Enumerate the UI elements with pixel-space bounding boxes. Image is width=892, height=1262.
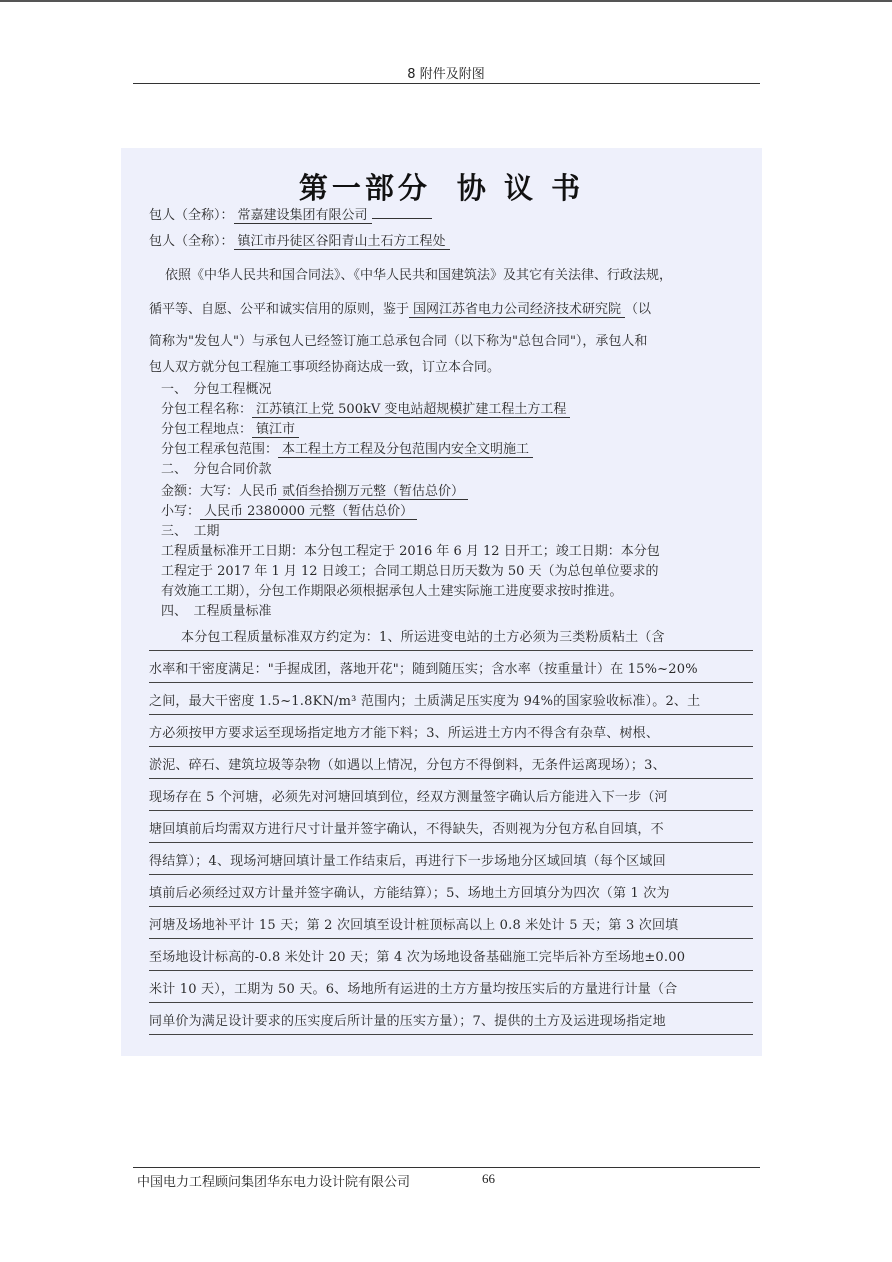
section-1-heading: 一、 分包工程概况: [161, 382, 272, 397]
quality-line-3: 之间，最大干密度 1.5~1.8KN/m³ 范围内；土质满足压实度为 94%的国家验收标准）。2、土: [149, 690, 753, 715]
schedule-line-1: 工程质量标准开工日期：本分包工程定于 2016 年 6 月 12 日开工；竣工日期：本分包: [161, 544, 660, 559]
project-name-line: 分包工程名称： 江苏镇江上党 500kV 变电站超规模扩建工程土方工程: [161, 400, 754, 420]
top-border: [0, 0, 892, 2]
subcontractor-line: [149, 232, 754, 252]
quality-line-4: 方必须按甲方要求运至现场指定地方才能下料；3、所运进土方内不得含有杂草、树根、: [149, 722, 753, 747]
quality-line-6: 现场存在 5 个河塘，必须先对河塘回填到位，经双方测量签字确认后方能进入下一步（河: [149, 786, 753, 811]
project-name: 江苏镇江上党 500kV 变电站超规模扩建工程土方工程: [252, 402, 570, 418]
section-4-heading: 四、 工程质量标准: [161, 604, 272, 619]
document-title: [121, 166, 762, 207]
contractor-line: [149, 206, 754, 226]
contractor-label: 包人（全称）：: [149, 208, 234, 223]
footer-rule: [133, 1167, 760, 1168]
schedule-line-3: 有效施工工期），分包工作期限必须根据承包人土建实际施工进度要求按时推进。: [161, 584, 623, 599]
quality-line-10: 河塘及场地补平计 15 天；第 2 次回填至设计桩顶标高以上 0.8 米处计 5 天；第 3 次回填: [149, 914, 753, 939]
section-3-heading: 三、 工期: [161, 524, 220, 539]
project-site-line: 分包工程地点： 镇江市: [161, 420, 754, 440]
project-scope-line: 分包工程承包范围： 本工程土方工程及分包范围内安全文明施工: [161, 440, 754, 460]
subcontractor-label: 包人（全称）：: [149, 234, 234, 249]
project-site: 镇江市: [252, 422, 299, 438]
scanned-agreement-page: [121, 148, 762, 1056]
intro-line-3: 简称为"发包人"）与承包人已经签订施工总承包合同（以下称为"总包合同"），承包人和: [149, 334, 648, 349]
amount-lower-line: 小写： 人民币 2380000 元整（暂估总价）: [161, 502, 754, 522]
project-scope: 本工程土方工程及分包范围内安全文明施工: [278, 442, 533, 458]
footer-company: 中国电力工程顾问集团华东电力设计院有限公司: [137, 1175, 411, 1190]
page-header-title: 8 附件及附图: [407, 67, 485, 82]
quality-line-5: 淤泥、碎石、建筑垃圾等杂物（如遇以上情况，分包方不得倒料，无条件运离现场）；3、: [149, 754, 753, 779]
header-rule: [133, 83, 760, 84]
quality-line-7: 塘回填前后均需双方进行尺寸计量并签字确认，不得缺失，否则视为分包方私自回填，不: [149, 818, 753, 843]
employer-name: 国网江苏省电力公司经济技术研究院: [409, 302, 625, 318]
intro-line-4: 包人双方就分包工程施工事项经协商达成一致，订立本合同。: [149, 360, 501, 375]
contractor-name: 常嘉建设集团有限公司: [234, 208, 372, 224]
section-2-heading: 二、 分包合同价款: [161, 462, 272, 477]
intro-line-1: 依照《中华人民共和国合同法》、《中华人民共和国建筑法》及其它有关法律、行政法规，: [165, 268, 673, 283]
quality-line-12: 米计 10 天），工期为 50 天。6、场地所有运进的土方方量均按压实后的方量进行计量（合: [149, 978, 753, 1003]
quality-line-11: 至场地设计标高的-0.8 米处计 20 天；第 4 次为场地设备基础施工完毕后补方至场地±0.00: [149, 946, 753, 971]
quality-line-8: 得结算）；4、现场河塘回填计量工作结束后，再进行下一步场地分区域回填（每个区域回: [149, 850, 753, 875]
amount-upper: 贰佰叁拾捌万元整（暂估总价）: [278, 484, 468, 500]
quality-line-9: 填前后必须经过双方计量并签字确认，方能结算）；5、场地土方回填分为四次（第 1 次为: [149, 882, 753, 907]
quality-line-2: 水率和干密度满足："手握成团，落地开花"；随到随压实；含水率（按重量计）在 15%~20%: [149, 658, 753, 683]
intro-line-2: 循平等、自愿、公平和诚实信用的原则，鉴于 国网江苏省电力公司经济技术研究院 （以: [149, 302, 652, 317]
title-part-2: 协 议 书: [456, 171, 585, 205]
title-part-1: 第一部分: [298, 171, 431, 205]
page-number: 66: [482, 1171, 495, 1186]
schedule-line-2: 工程定于 2017 年 1 月 12 日竣工；合同工期总日历天数为 50 天（为总包单位要求的: [161, 564, 659, 579]
amount-lower: 人民币 2380000 元整（暂估总价）: [200, 504, 417, 520]
amount-upper-line: 金额：大写：人民币 贰佰叁拾捌万元整（暂估总价）: [161, 482, 754, 502]
quality-line-1: 本分包工程质量标准双方约定为：1、所运进变电站的土方必须为三类粉质粘土（含: [149, 626, 753, 651]
subcontractor-name: 镇江市丹徒区谷阳青山土石方工程处: [234, 234, 450, 250]
quality-line-13: 同单价为满足设计要求的压实度后所计量的压实方量）；7、提供的土方及运进现场指定地: [149, 1010, 753, 1035]
